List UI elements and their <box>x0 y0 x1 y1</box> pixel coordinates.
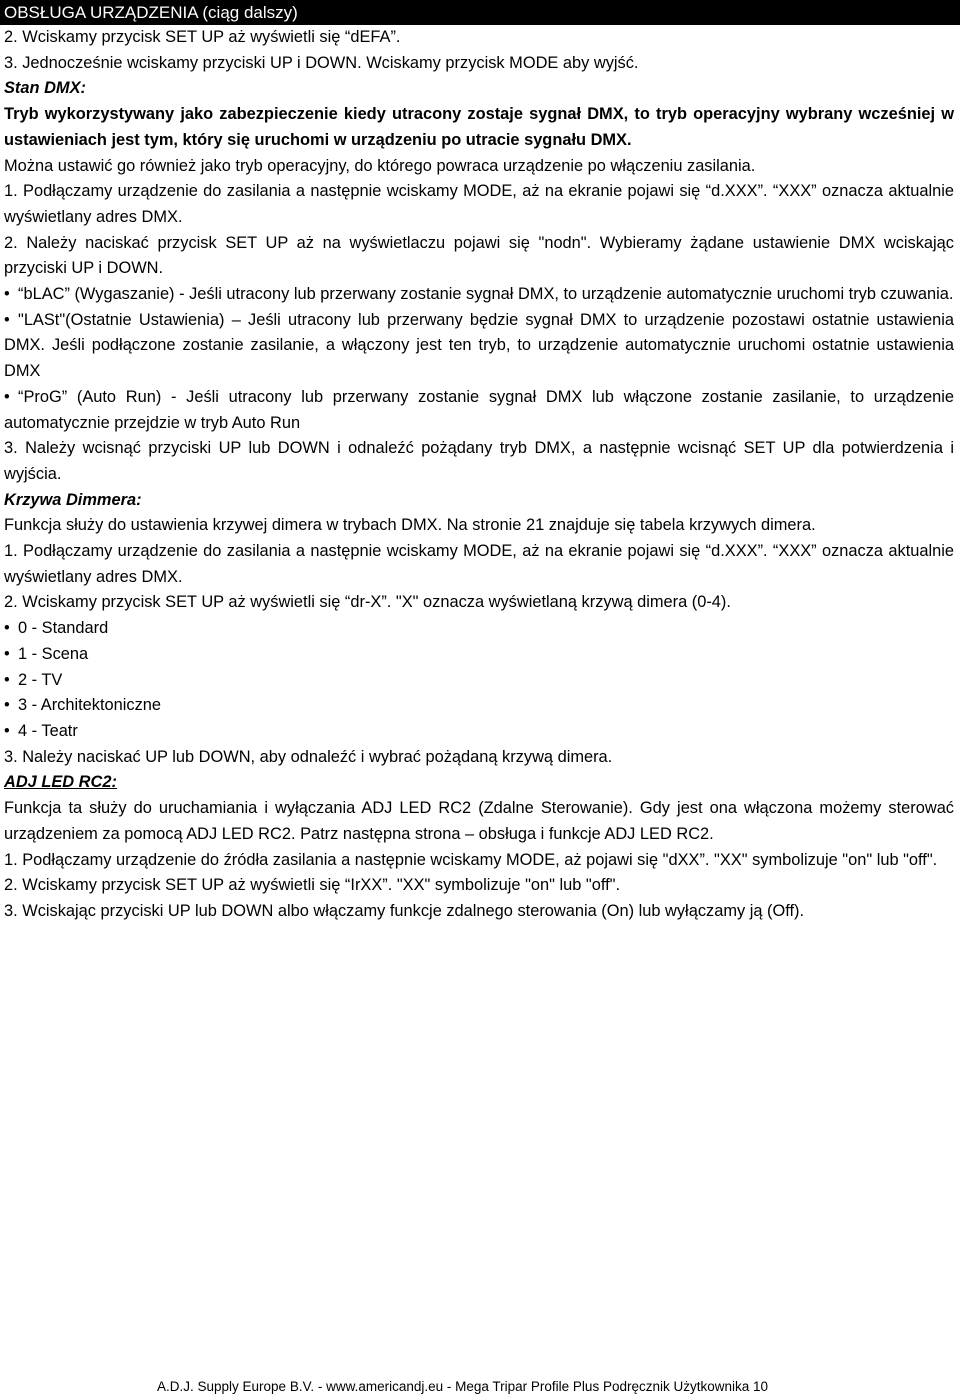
section-header <box>0 0 960 25</box>
step-text: 2. Wciskamy przycisk SET UP aż wyświetli się “dr-X”. "X" oznacza wyświetlaną krzywą dimera (0-4). <box>4 593 731 612</box>
body-paragraph: Funkcja ta służy do uruchamiania i wyłączania ADJ LED RC2 (Zdalne Sterowanie). Gdy jest ona włączona możemy sterować urządzeniem za pomocą ADJ LED RC2. Patrz następna strona – obsługa i funkcje ADJ LED RC2. <box>4 799 954 843</box>
step-text: 1. Podłączamy urządzenie do zasilania a następnie wciskamy MODE, aż na ekranie pojawi się “d.XXX”. “XXX” oznacza aktualnie wyświetlany adres DMX. <box>4 182 954 226</box>
body-paragraph: Funkcja służy do ustawienia krzywej dimera w trybach DMX. Na stronie 21 znajduje się tabela krzywych dimera. <box>4 516 816 535</box>
bullet-item: • 2 - TV <box>4 668 954 694</box>
step-text: 2. Wciskamy przycisk SET UP aż wyświetli się “IrXX”. "XX" symbolizuje "on" lub "off". <box>4 876 621 895</box>
step-text: 3. Należy naciskać UP lub DOWN, aby odnaleźć i wybrać pożądaną krzywą dimera. <box>4 747 613 766</box>
section-title: OBSŁUGA URZĄDZENIA (ciąg dalszy) <box>4 3 298 22</box>
section-heading-dmx-state: Stan DMX: <box>4 79 86 98</box>
step-text: 3. Jednocześnie wciskamy przyciski UP i DOWN. Wciskamy przycisk MODE aby wyjść. <box>4 53 639 72</box>
step-text: 1. Podłączamy urządzenie do źródła zasilania a następnie wciskamy MODE, aż pojawi się "dXX”. "XX" symbolizuje "on" lub "off". <box>4 850 938 869</box>
manual-body <box>4 25 954 925</box>
section-heading-dimmer-curve: Krzywa Dimmera: <box>4 490 142 509</box>
bullet-item: • 4 - Teatr <box>4 719 954 745</box>
bullet-item: • 3 - Architektoniczne <box>4 693 954 719</box>
step-text: 2. Wciskamy przycisk SET UP aż wyświetli się “dEFA”. <box>4 28 401 46</box>
step-text: 3. Wciskając przyciski UP lub DOWN albo włączamy funkcje zdalnego sterowania (On) lub wyłączamy ją (Off). <box>4 901 805 920</box>
bullet-item: • 1 - Scena <box>4 642 954 668</box>
step-text: 1. Podłączamy urządzenie do zasilania a następnie wciskamy MODE, aż na ekranie pojawi się “d.XXX”. “XXX” oznacza aktualnie wyświetlany adres DMX. <box>4 542 954 586</box>
step-text: 3. Należy wcisnąć przyciski UP lub DOWN i odnaleźć pożądany tryb DMX, a następnie wcisnąć SET UP dla potwierdzenia i wyjścia. <box>4 439 954 483</box>
step-text: 2. Należy naciskać przycisk SET UP aż na wyświetlaczu pojawi się "nodn". Wybieramy żądane ustawienie DMX wciskając przyciski UP i DOWN. <box>4 233 954 278</box>
section-heading-adj-led-rc2: ADJ LED RC2: <box>4 773 117 792</box>
bullet-item: • “ProG” (Auto Run) - Jeśli utracony lub przerwany zostanie sygnał DMX lub włączone zostanie zasilanie, to urządzenie automatycznie przejdzie w tryb Auto Run <box>4 385 954 436</box>
body-paragraph: Można ustawić go również jako tryb operacyjny, do którego powraca urządzenie po włączeniu zasilania. <box>4 156 756 175</box>
bullet-item: • 0 - Standard <box>4 616 954 642</box>
dmx-state-description: Tryb wykorzystywany jako zabezpieczenie kiedy utracony zostaje sygnał DMX, to tryb operacyjny wybrany wcześniej w ustawieniach jest tym, który się uruchomi w urządzeniu po utracie sygnału DMX. <box>4 105 954 149</box>
page-footer: A.D.J. Supply Europe B.V. - www.americandj.eu - Mega Tripar Profile Plus Podręcznik Użytkownika 10 <box>157 1379 769 1394</box>
bullet-item: • “bLAC” (Wygaszanie) - Jeśli utracony lub przerwany zostanie sygnał DMX, to urządzenie automatycznie uruchomi tryb czuwania. <box>4 282 954 308</box>
bullet-item: • "LASt"(Ostatnie Ustawienia) – Jeśli utracony lub przerwany będzie sygnał DMX to urządzenie pozostawi ostatnie ustawienia DMX. Jeśli podłączone zostanie zasilanie, a włączony jest ten tryb, to urządzenie automatycznie uruchomi ostatnie ustawienia DMX <box>4 308 954 385</box>
